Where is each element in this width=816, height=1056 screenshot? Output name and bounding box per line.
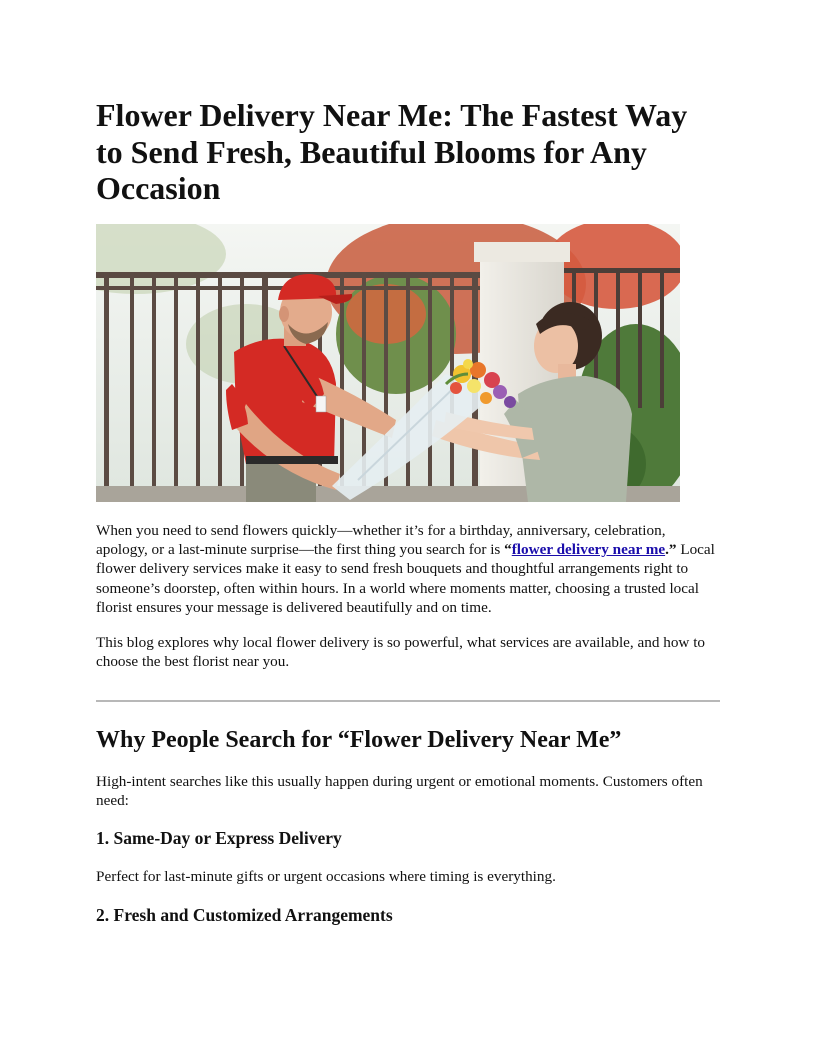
section-heading: Why People Search for “Flower Delivery Near Me” (96, 727, 622, 753)
intro-paragraph (96, 521, 720, 617)
same-day-paragraph: Perfect for last-minute gifts or urgent occasions where timing is everything. (96, 868, 556, 885)
quote-close: .” (665, 541, 677, 559)
hero-image (96, 224, 680, 502)
intro-text-end: Local flower delivery services make it easy to send fresh bouquets and thoughtful arrangements right to someone’s doorstep, often within hours. In a world where moments matter, choosing a trusted local florist ensures your message is delivered beautifully and on time. (96, 541, 715, 616)
quote-open: “ (504, 541, 512, 559)
flower-delivery-link[interactable]: flower delivery near me (511, 541, 666, 559)
delivery-photo (96, 224, 680, 502)
section-divider (96, 700, 720, 702)
intro-text-start: When you need to send flowers quickly—whether it’s for a birthday, anniversary, celebration, apology, or a last-minute surprise—the first thing you search for is (96, 522, 666, 559)
subheading-same-day: 1. Same-Day or Express Delivery (96, 828, 342, 848)
subheading-fresh-arrangements: 2. Fresh and Customized Arrangements (96, 905, 393, 925)
page-title: Flower Delivery Near Me: The Fastest Way to Send Fresh, Beautiful Blooms for Any Occasion (96, 97, 688, 206)
overview-paragraph: This blog explores why local flower delivery is so powerful, what services are available, and how to choose the best florist near you. (96, 634, 706, 671)
section-lead: High-intent searches like this usually happen during urgent or emotional moments. Customers often need: (96, 773, 703, 810)
